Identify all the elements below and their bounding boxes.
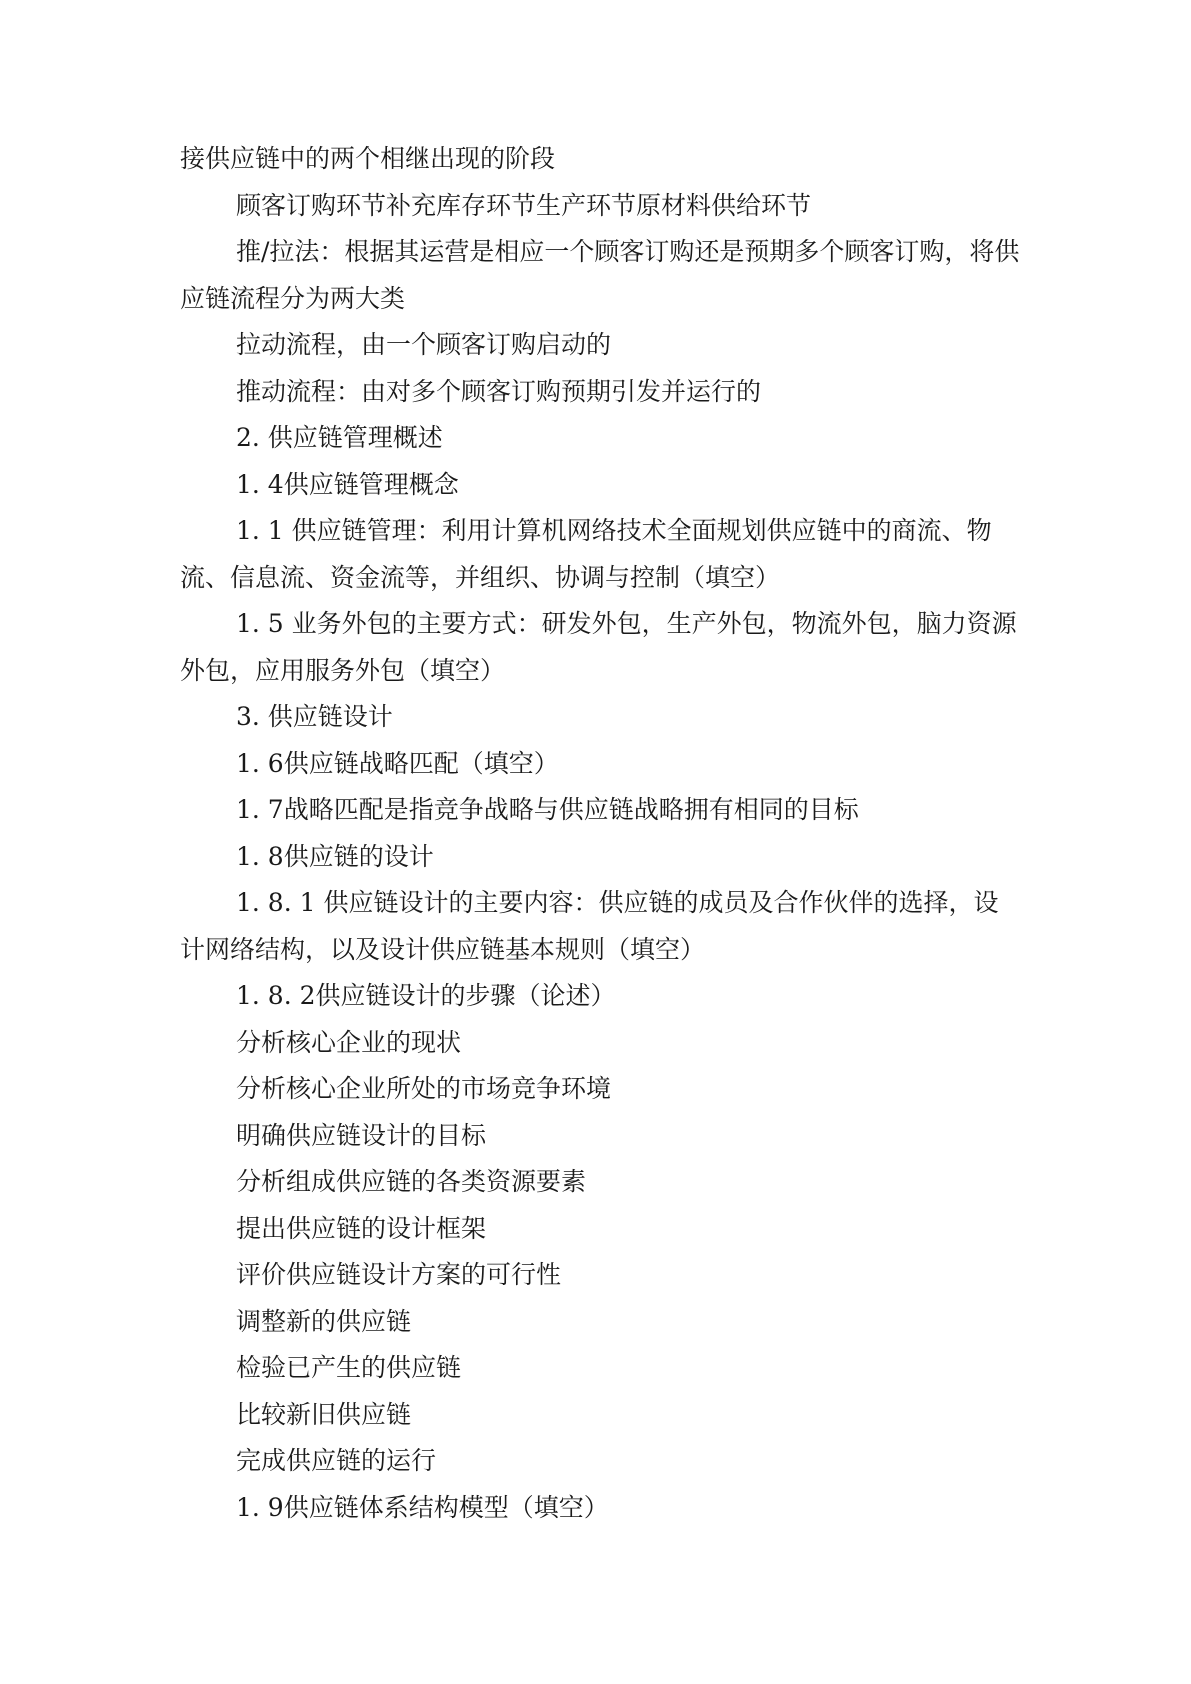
- list-item: 完成供应链的运行: [236, 1446, 437, 1475]
- section-heading: 3. 供应链设计: [236, 702, 393, 731]
- paragraph: 1. 4供应链管理概念: [236, 469, 459, 499]
- paragraph: 推/拉法：根据其运营是相应一个顾客订购还是预期多个顾客订购，将供应链流程分为两大类: [180, 237, 1020, 313]
- list-item: 明确供应链设计的目标: [236, 1120, 487, 1150]
- paragraph: 拉动流程，由一个顾客订购启动的: [236, 330, 612, 359]
- paragraph: 1. 9供应链体系结构模型（填空）: [236, 1492, 609, 1522]
- paragraph: 1. 5 业务外包的主要方式：研发外包，生产外包，物流外包，脑力资源外包，应用服务外包（填空）: [180, 609, 1017, 685]
- section-heading: 2. 供应链管理概述: [236, 423, 443, 452]
- paragraph: 1. 8. 1 供应链设计的主要内容：供应链的成员及合作伙伴的选择，设计网络结构，以及设计供应链基本规则（填空）: [180, 888, 999, 964]
- list-item: 评价供应链设计方案的可行性: [236, 1260, 562, 1289]
- paragraph: 1. 8供应链的设计: [236, 841, 434, 871]
- paragraph: 1. 6供应链战略匹配（填空）: [236, 748, 559, 778]
- list-item: 调整新的供应链: [236, 1306, 412, 1336]
- paragraph: 1. 1 供应链管理：利用计算机网络技术全面规划供应链中的商流、物流、信息流、资金流等，并组织、协调与控制（填空）: [180, 516, 992, 592]
- list-item: 比较新旧供应链: [236, 1399, 412, 1429]
- list-item: 提出供应链的设计框架: [236, 1213, 487, 1243]
- paragraph: 顾客订购环节补充库存环节生产环节原材料供给环节: [236, 190, 812, 220]
- document-body: [180, 136, 1020, 1531]
- paragraph: 1. 7战略匹配是指竞争战略与供应链战略拥有相同的目标: [236, 795, 859, 824]
- list-item: 检验已产生的供应链: [236, 1353, 462, 1382]
- list-item: 分析核心企业所处的市场竞争环境: [236, 1074, 612, 1103]
- paragraph: 推动流程：由对多个顾客订购预期引发并运行的: [236, 376, 762, 406]
- list-item: 分析组成供应链的各类资源要素: [236, 1167, 587, 1196]
- paragraph: 1. 8. 2供应链设计的步骤（论述）: [236, 981, 616, 1010]
- list-item: 分析核心企业的现状: [236, 1027, 462, 1057]
- paragraph: 接供应链中的两个相继出现的阶段: [180, 144, 556, 173]
